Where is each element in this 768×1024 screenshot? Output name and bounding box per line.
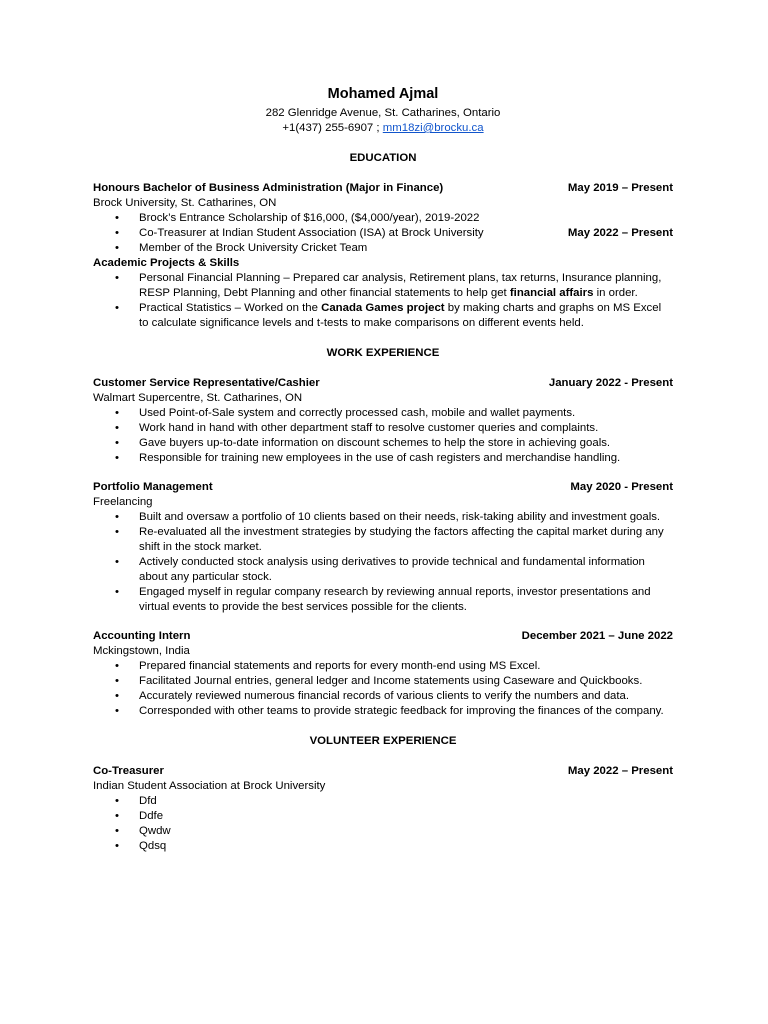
list-item: • Qdsq	[93, 839, 673, 854]
list-item: • Engaged myself in regular company research by reviewing annual reports, investor presentations and virtual events to provide the best services possible for the clients.	[93, 585, 673, 615]
job-entry	[93, 629, 673, 719]
list-item: • Prepared financial statements and reports for every month-end using MS Excel.	[93, 659, 673, 674]
education-heading: EDUCATION	[349, 152, 417, 164]
list-item: • Re-evaluated all the investment strategies by studying the factors affecting the capital market during any shift in the stock market.	[93, 525, 673, 555]
list-item: • Personal Financial Planning – Prepared car analysis, Retirement plans, tax returns, Insurance planning, RESP Planning, Debt Planning and other financial statements to help get financial affairs in order.	[93, 271, 673, 301]
list-item: • Ddfe	[93, 809, 673, 824]
list-item: • Corresponded with other teams to provide strategic feedback for improving the finances of the company.	[93, 704, 673, 719]
school-name: Brock University, St. Catharines, ON	[93, 197, 277, 209]
degree-date: May 2019 – Present	[567, 182, 673, 194]
email-link[interactable]: mm18zi@brocku.ca	[382, 122, 484, 134]
bullet-date: May 2022 – Present	[567, 227, 673, 239]
list-item: • Actively conducted stock analysis using derivatives to provide technical and fundamental information about any particular stock.	[93, 555, 673, 585]
job-title: Portfolio Management	[93, 481, 213, 493]
volunteer-org: Indian Student Association at Brock University	[93, 780, 326, 792]
list-item: • Responsible for training new employees in the use of cash registers and merchandise handling.	[93, 451, 673, 466]
job-date: May 2020 - Present	[570, 481, 673, 493]
projects-heading: Academic Projects & Skills	[93, 257, 240, 269]
list-item: • Practical Statistics – Worked on the Canada Games project by making charts and graphs on MS Excel to calculate significance levels and t-tests to make comparisons on different events held.	[93, 301, 673, 331]
volunteer-heading: VOLUNTEER EXPERIENCE	[309, 735, 457, 747]
volunteer-date: May 2022 – Present	[567, 765, 673, 777]
address-line: 282 Glenridge Avenue, St. Catharines, Ontario	[265, 107, 501, 119]
job-title: Accounting Intern	[93, 630, 191, 642]
job-date: January 2022 - Present	[548, 377, 673, 389]
list-item: • Member of the Brock University Cricket Team	[93, 241, 673, 256]
list-item: • Work hand in hand with other department staff to resolve customer queries and complaints.	[93, 421, 673, 436]
degree-title: Honours Bachelor of Business Administration (Major in Finance)	[93, 182, 444, 194]
list-item: • Co-Treasurer at Indian Student Association (ISA) at Brock University May 2022 – Present	[93, 226, 673, 241]
applicant-name: Mohamed Ajmal	[327, 86, 439, 102]
contact-line	[93, 121, 673, 136]
list-item: • Qwdw	[93, 824, 673, 839]
job-entry	[93, 480, 673, 615]
job-title: Customer Service Representative/Cashier	[93, 377, 320, 389]
job-date: December 2021 – June 2022	[521, 630, 673, 642]
list-item: • Brock’s Entrance Scholarship of $16,000, ($4,000/year), 2019-2022	[93, 211, 673, 226]
job-org: Walmart Supercentre, St. Catharines, ON	[93, 392, 303, 404]
phone-number: +1(437) 255-6907 ;	[282, 122, 383, 134]
work-heading: WORK EXPERIENCE	[326, 347, 440, 359]
education-degree-row	[93, 181, 673, 196]
resume-page	[93, 86, 673, 854]
list-item: • Used Point-of-Sale system and correctly processed cash, mobile and wallet payments.	[93, 406, 673, 421]
list-item: • Dfd	[93, 794, 673, 809]
education-bullets	[93, 211, 673, 256]
list-item: • Accurately reviewed numerous financial records of various clients to verify the numbers and data.	[93, 689, 673, 704]
list-item: • Built and oversaw a portfolio of 10 clients based on their needs, risk-taking ability and investment goals.	[93, 510, 673, 525]
list-item: • Gave buyers up-to-date information on discount schemes to help the store in achieving goals.	[93, 436, 673, 451]
job-org: Freelancing	[93, 496, 153, 508]
volunteer-title: Co-Treasurer	[93, 765, 164, 777]
projects-bullets	[93, 271, 673, 331]
volunteer-entry	[93, 764, 673, 854]
job-org: Mckingstown, India	[93, 645, 190, 657]
list-item: • Facilitated Journal entries, general ledger and Income statements using Caseware and Quickbooks.	[93, 674, 673, 689]
job-entry	[93, 376, 673, 466]
